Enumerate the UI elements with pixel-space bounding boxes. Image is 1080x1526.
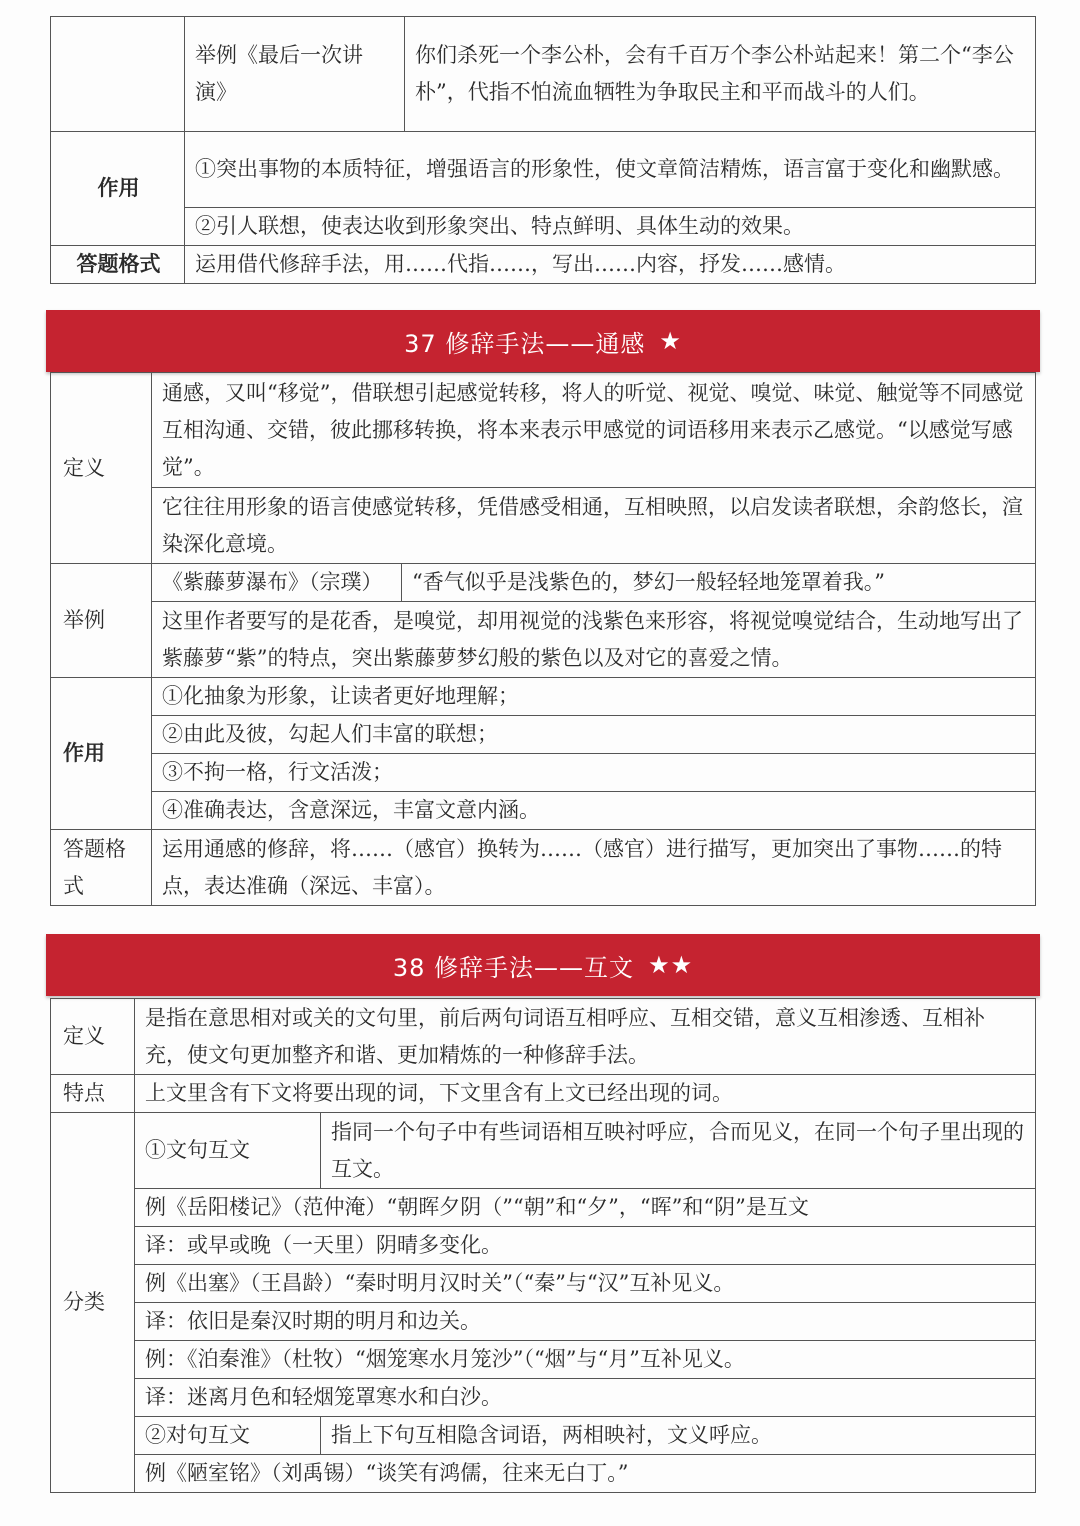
table-row xyxy=(51,999,1036,1075)
table-row xyxy=(51,1341,1036,1379)
empty-cell xyxy=(51,17,185,132)
translation-line: 译：依旧是秦汉时期的明月和边关。 xyxy=(135,1303,1036,1341)
table-row xyxy=(51,1189,1036,1227)
section-37-table xyxy=(50,372,1036,906)
definition-label: 定义 xyxy=(51,999,135,1075)
category-label: 分类 xyxy=(51,1113,135,1493)
table-row xyxy=(51,373,1036,488)
table-row xyxy=(51,564,1036,602)
type-label: ①文句互文 xyxy=(135,1113,321,1189)
table-row xyxy=(51,17,1036,132)
example-text: 你们杀死一个李公朴，会有千百万个李公朴站起来！第二个“李公朴”，代指不怕流血牺牲为争取民主和平而战斗的人们。 xyxy=(405,17,1036,132)
definition-text: 它往往用形象的语言使感觉转移，凭借感受相通，互相映照，以启发读者联想，余韵悠长，渲染深化意境。 xyxy=(152,488,1036,564)
effect-item: ①化抽象为形象，让读者更好地理解； xyxy=(152,678,1036,716)
format-text: 运用借代修辞手法，用……代指……，写出……内容，抒发……感情。 xyxy=(185,246,1036,284)
table-row xyxy=(51,1075,1036,1113)
table-row xyxy=(51,1455,1036,1493)
effect-label: 作用 xyxy=(51,678,152,830)
table-row xyxy=(51,132,1036,208)
effect-label: 作用 xyxy=(51,132,185,246)
table-row xyxy=(51,1227,1036,1265)
section-title: 37 修辞手法——通感 xyxy=(404,329,646,358)
example-source: 《紫藤萝瀑布》（宗璞） xyxy=(152,564,402,602)
section-37-banner xyxy=(46,310,1040,372)
table-row xyxy=(51,754,1036,792)
section-36-table xyxy=(50,16,1036,284)
table-row xyxy=(51,792,1036,830)
table-row xyxy=(51,602,1036,678)
format-label: 答题格式 xyxy=(51,830,152,906)
table-row xyxy=(51,208,1036,246)
table-row xyxy=(51,678,1036,716)
table-row xyxy=(51,716,1036,754)
definition-label: 定义 xyxy=(51,373,152,564)
effect-item: ③不拘一格，行文活泼； xyxy=(152,754,1036,792)
effect-item: ②引人联想，使表达收到形象突出、特点鲜明、具体生动的效果。 xyxy=(185,208,1036,246)
star-rating: ★ xyxy=(659,327,682,355)
star-rating: ★★ xyxy=(648,951,694,979)
translation-line: 译：迷离月色和轻烟笼罩寒水和白沙。 xyxy=(135,1379,1036,1417)
table-row xyxy=(51,1265,1036,1303)
table-row xyxy=(51,246,1036,284)
type-desc: 指上下句互相隐含词语，两相映衬，文义呼应。 xyxy=(321,1417,1036,1455)
example-label: 举例《最后一次讲演》 xyxy=(185,17,405,132)
format-label: 答题格式 xyxy=(51,246,185,284)
feature-text: 上文里含有下文将要出现的词，下文里含有上文已经出现的词。 xyxy=(135,1075,1036,1113)
format-text: 运用通感的修辞，将……（感官）换转为……（感官）进行描写，更加突出了事物……的特点，表达准确（深远、丰富）。 xyxy=(152,830,1036,906)
effect-item: ①突出事物的本质特征，增强语言的形象性，使文章简洁精炼，语言富于变化和幽默感。 xyxy=(185,132,1036,208)
section-37-table-block xyxy=(50,372,1036,906)
example-line: 例《岳阳楼记》（范仲淹）“朝晖夕阴（”“朝”和“夕”，“晖”和“阴”是互文 xyxy=(135,1189,1036,1227)
table-row xyxy=(51,830,1036,906)
definition-text: 是指在意思相对或关的文句里，前后两句词语互相呼应、互相交错，意义互相渗透、互相补充，使文句更加整齐和谐、更加精炼的一种修辞手法。 xyxy=(135,999,1036,1075)
definition-text: 通感，又叫“移觉”，借联想引起感觉转移，将人的听觉、视觉、嗅觉、味觉、触觉等不同感觉互相沟通、交错，彼此挪移转换，将本来表示甲感觉的词语移用来表示乙感觉。“以感觉写感觉”。 xyxy=(152,373,1036,488)
example-quote: “香气似乎是浅紫色的，梦幻一般轻轻地笼罩着我。” xyxy=(402,564,1036,602)
translation-line: 译：或早或晚（一天里）阴晴多变化。 xyxy=(135,1227,1036,1265)
example-label: 举例 xyxy=(51,564,152,678)
example-line: 例《陋室铭》（刘禹锡）“谈笑有鸿儒，往来无白丁。” xyxy=(135,1455,1036,1493)
example-explain: 这里作者要写的是花香，是嗅觉，却用视觉的浅紫色来形容，将视觉嗅觉结合，生动地写出了紫藤萝“紫”的特点，突出紫藤萝梦幻般的紫色以及对它的喜爱之情。 xyxy=(152,602,1036,678)
section-38-table-block xyxy=(50,998,1036,1493)
table-row xyxy=(51,1379,1036,1417)
section-36-table-block xyxy=(50,16,1036,284)
table-row xyxy=(51,488,1036,564)
effect-item: ②由此及彼，勾起人们丰富的联想； xyxy=(152,716,1036,754)
table-row xyxy=(51,1303,1036,1341)
example-line: 例《出塞》（王昌龄）“秦时明月汉时关”（“秦”与“汉”互补见义。 xyxy=(135,1265,1036,1303)
table-row xyxy=(51,1113,1036,1189)
type-desc: 指同一个句子中有些词语相互映衬呼应，合而见义，在同一个句子里出现的互文。 xyxy=(321,1113,1036,1189)
effect-item: ④准确表达，含意深远，丰富文意内涵。 xyxy=(152,792,1036,830)
section-title: 38 修辞手法——互文 xyxy=(392,953,635,982)
table-row xyxy=(51,1417,1036,1455)
section-38-banner xyxy=(46,934,1040,996)
section-38-table xyxy=(50,998,1036,1493)
type-label: ②对句互文 xyxy=(135,1417,321,1455)
example-line: 例：《泊秦淮》（杜牧）“烟笼寒水月笼沙”（“烟”与“月”互补见义。 xyxy=(135,1341,1036,1379)
feature-label: 特点 xyxy=(51,1075,135,1113)
